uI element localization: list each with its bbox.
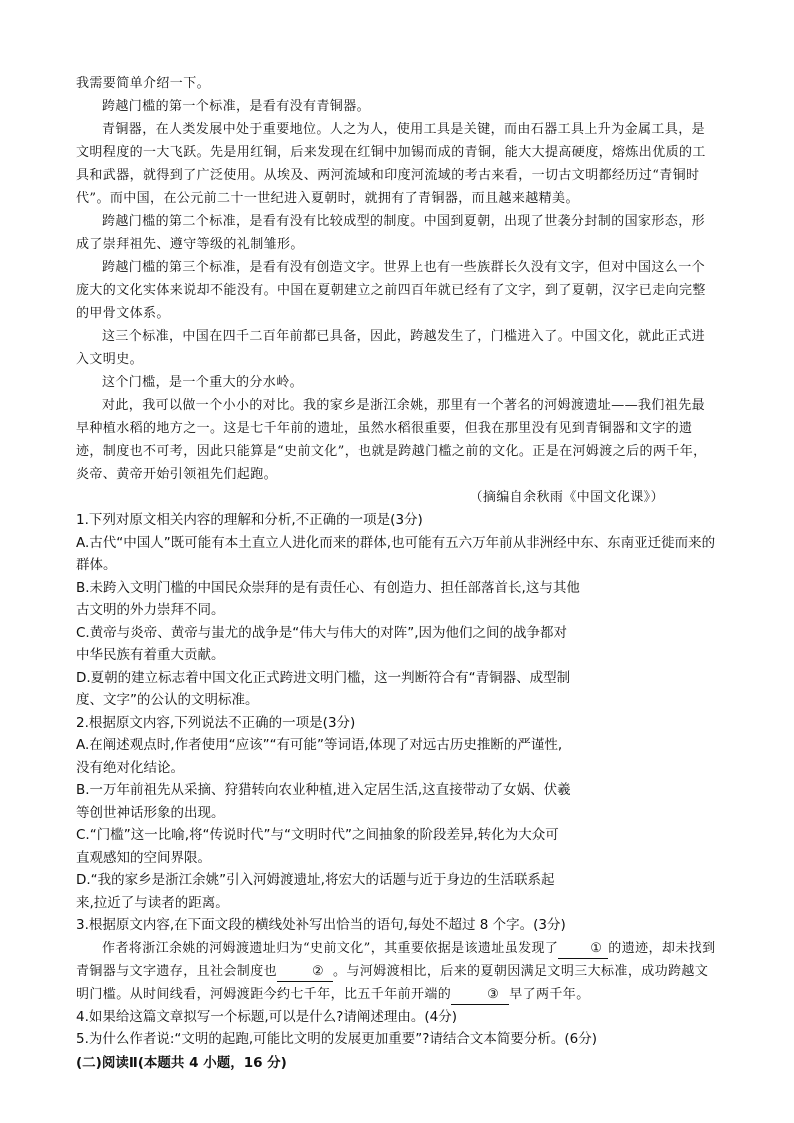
fill-in-paragraph <box>76 937 716 1006</box>
passage-paragraph: 我需要简单介绍一下。 <box>76 76 211 91</box>
question-4-5 <box>76 1006 716 1051</box>
passage-source: （摘编自余秋雨《中国文化课》） <box>469 490 664 505</box>
option-b-cont: 等创世神话形象的出现。 <box>76 804 225 821</box>
option-d-cont: 来,拉近了与读者的距离。 <box>76 894 229 911</box>
answer-blank-3[interactable]: ③ <box>451 986 509 1005</box>
option-d: D.“我的家乡是浙江余姚”引入河姆渡遗址,将宏大的话题与近于身边的生活联系起 <box>76 872 555 888</box>
passage-paragraph: 跨越门槛的第二个标准，是看有没有比较成型的制度。中国到夏朝，出现了世袭分封制的国家形态，形成了崇拜祖先、遵守等级的礼制雏形。 <box>76 214 706 252</box>
question-1 <box>76 509 716 712</box>
answer-blank-2[interactable]: ② <box>277 963 333 982</box>
question-5: 5.为什么作者说:“文明的起跑,可能比文明的发展更加重要”?请结合文本简要分析。(6分) <box>76 1031 597 1047</box>
option-d: D.夏朝的建立标志着中国文化正式跨进文明门槛，这一判断符合有“青铜器、成型制 <box>76 669 571 686</box>
option-d-cont: 度、文字”的公认的文明标准。 <box>76 692 259 708</box>
option-c-cont: 中华民族有着重大贡献。 <box>76 647 225 663</box>
answer-blank-1[interactable]: ① <box>558 940 608 959</box>
question-stem: 3.根据原文内容,在下面文段的横线处补写出恰当的语句,每处不超过 8 个字。(3分) <box>76 917 566 933</box>
option-b: B.未跨入文明门槛的中国民众崇拜的是有责任心、有创造力、担任部落首长,这与其他 <box>76 579 580 596</box>
option-b-cont: 古文明的外力崇拜不同。 <box>76 602 225 618</box>
option-a: A.古代“中国人”既可能有本土直立人进化而来的群体,也可能有五六万年前从非洲经中东、东南亚迁徙而来的群体。 <box>76 534 716 573</box>
question-3 <box>76 914 716 1006</box>
question-stem: 1.下列对原文相关内容的理解和分析,不正确的一项是(3分) <box>76 512 423 528</box>
passage-paragraph: 这个门槛，是一个重大的分水岭。 <box>102 375 304 390</box>
reading-passage <box>76 72 716 509</box>
section-heading: (二)阅读Ⅱ(本题共 4 小题，16 分) <box>76 1054 287 1071</box>
fill-text: 早了两千年。 <box>509 986 590 1002</box>
exam-page <box>76 72 716 1074</box>
passage-paragraph: 跨越门槛的第三个标准，是看有没有创造文字。世界上也有一些族群长久没有文字，但对中国这么一个庞大的文化实体来说却不能没有。中国在夏朝建立之前四百年就已经有了文字，到了夏朝，汉字已走向完整的甲骨文体系。 <box>76 260 706 321</box>
passage-paragraph: 这三个标准，中国在四千二百年前都已具备，因此，跨越发生了，门槛进入了。中国文化，就此正式进入文明史。 <box>76 329 706 367</box>
question-stem: 2.根据原文内容,下列说法不正确的一项是(3分) <box>76 714 356 731</box>
passage-paragraph: 青铜器，在人类发展中处于重要地位。人之为人，使用工具是关键，而由石器工具上升为金属工具，是文明程度的一大飞跃。先是用红铜，后来发现在红铜中加锡而成的青铜，能大大提高硬度，熔炼出优质的工具和武器，就得到了广泛使用。从埃及、两河流域和印度河流域的考古来看，一切古文明都经历过“青铜时代”。而中国，在公元前二十一世纪进入夏朝时，就拥有了青铜器，而且越来越精美。 <box>76 122 706 206</box>
option-a-cont: 没有绝对化结论。 <box>76 759 184 776</box>
passage-paragraph: 对此，我可以做一个小小的对比。我的家乡是浙江余姚，那里有一个著名的河姆渡遗址——我们祖先最早种植水稻的地方之一。这是七千年前的遗址，虽然水稻很重要，但我在那里没有见到青铜器和文字的遗迹，制度也不可考，因此只能算是“史前文化”，也就是跨越门槛之前的文化。正是在河姆渡之后的两千年，炎帝、黄帝开始引领祖先们起跑。 <box>76 398 707 482</box>
option-a: A.在阐述观点时,作者使用“应该”“有可能”等词语,体现了对远古历史推断的严谨性, <box>76 737 563 753</box>
fill-text: 作者将浙江余姚的河姆渡遗址归为“史前文化”，其重要依据是该遗址虽发现了 <box>102 940 559 956</box>
passage-paragraph: 跨越门槛的第一个标准，是看有没有青铜器。 <box>102 99 371 114</box>
fill-text: 。与河姆渡相比，后来的夏朝因满足文明三大标准，成功跨越文明门槛。从时间线看，河姆渡距今约七千年，比五千年前开端的 <box>76 963 709 1002</box>
option-c-cont: 直观感知的空间界限。 <box>76 849 211 866</box>
question-4: 4.如果给这篇文章拟写一个标题,可以是什么?请阐述理由。(4分) <box>76 1008 457 1025</box>
option-c: C.黄帝与炎帝、黄帝与蚩尤的战争是“伟大与伟大的对阵”,因为他们之间的战争都对 <box>76 624 567 641</box>
fill-text: 的遗迹，却未找到青铜器与文字遗存，且社会制度也 <box>76 940 716 979</box>
option-c: C.“门槛”这一比喻,将“传说时代”与“文明时代”之间抽象的阶段差异,转化为大众可 <box>76 827 559 843</box>
question-2 <box>76 712 716 915</box>
option-b: B.一万年前祖先从采摘、狩猎转向农业种植,进入定居生活,这直接带动了女娲、伏羲 <box>76 782 571 798</box>
